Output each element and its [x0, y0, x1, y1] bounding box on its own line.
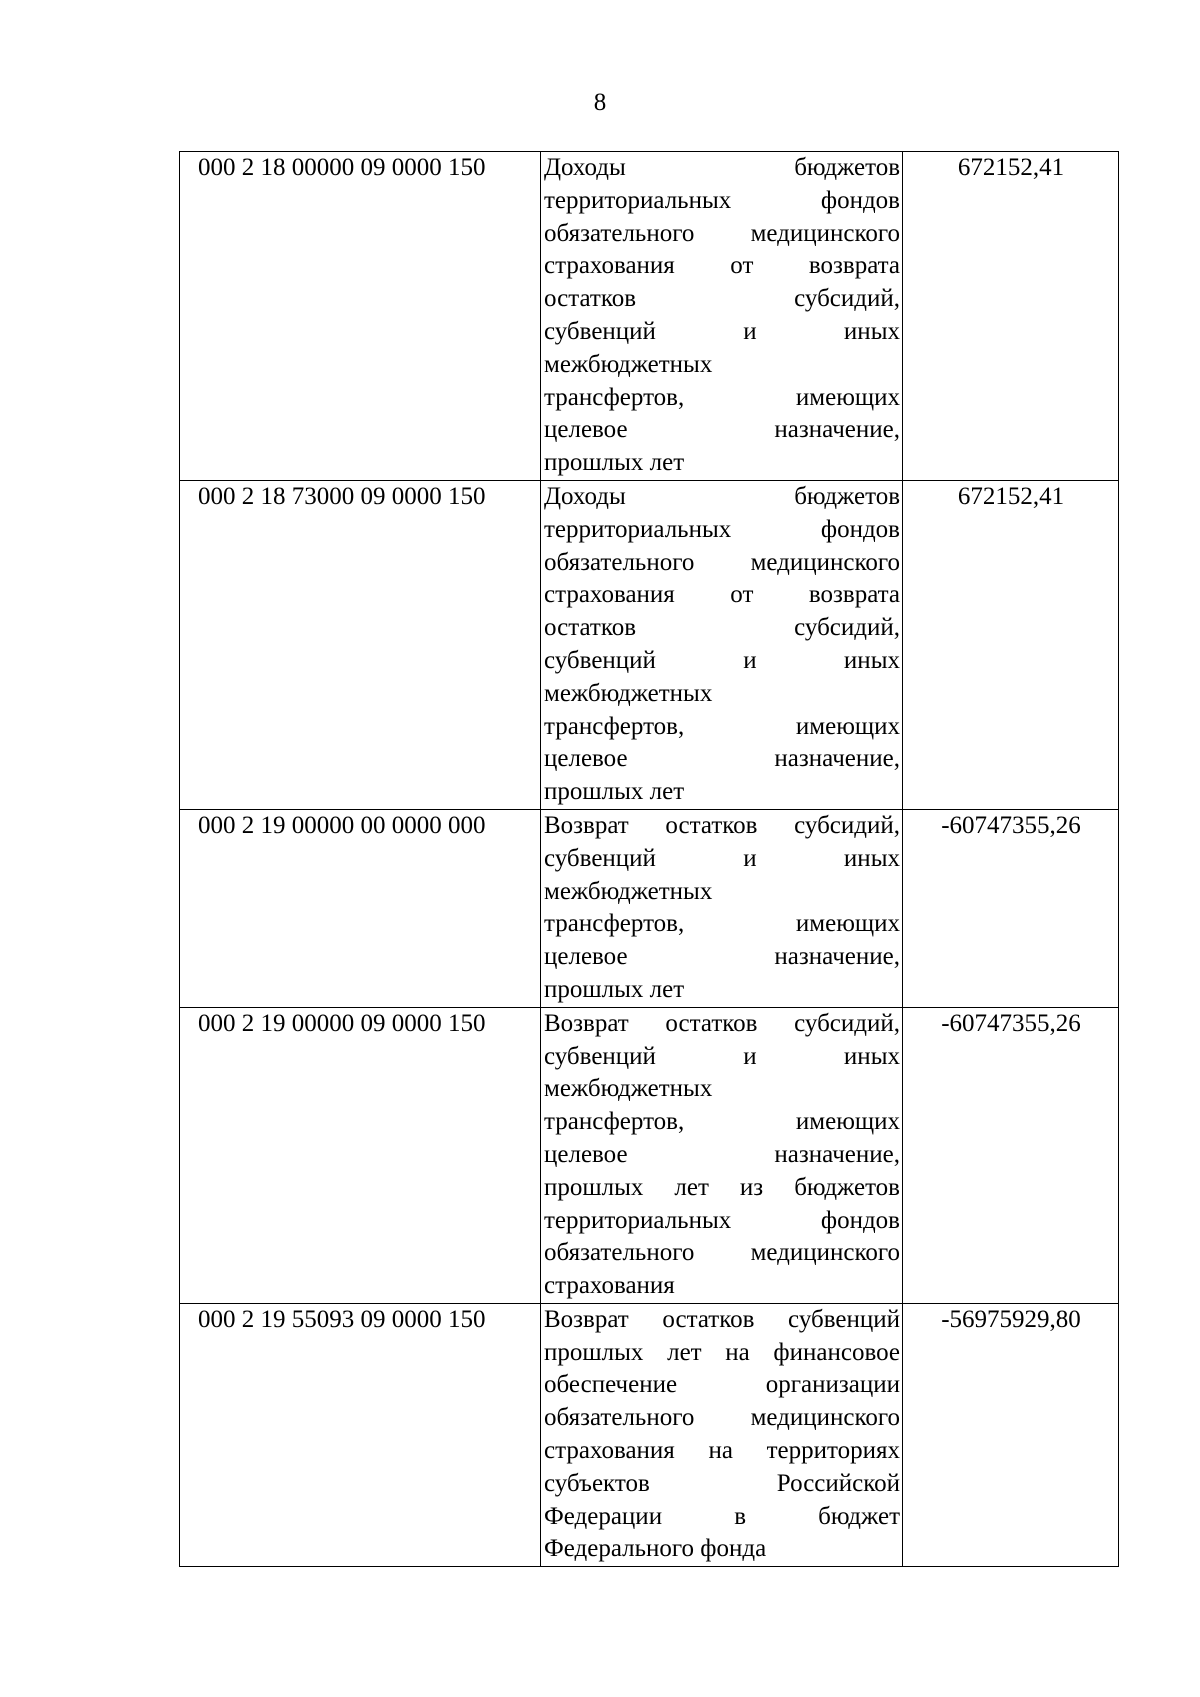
revenue-name-line: обязательного медицинского	[544, 1404, 900, 1432]
revenue-name-line: территориальных фондов	[544, 186, 900, 214]
revenue-name-line: обязательного медицинского	[544, 219, 900, 247]
revenue-name-line: межбюджетных	[544, 350, 713, 378]
revenue-name-line: остатков субсидий,	[544, 614, 900, 642]
budget-code-cell: 000 2 19 00000 09 0000 150	[180, 1007, 541, 1303]
revenue-name-line: целевое назначение,	[544, 745, 900, 773]
revenue-name-line: прошлых лет на финансовое	[544, 1338, 900, 1366]
revenue-name-line: субъектов Российской	[544, 1469, 900, 1497]
revenue-name-line: обеспечение организации	[544, 1371, 900, 1399]
revenue-name-line: обязательного медицинского	[544, 1239, 900, 1267]
revenue-name-line: субвенций и иных	[544, 646, 900, 674]
revenue-name-cell	[541, 809, 903, 1007]
table-row	[180, 1303, 1119, 1566]
revenue-name-line: прошлых лет	[544, 778, 685, 806]
revenue-name-line: обязательного медицинского	[544, 548, 900, 576]
revenue-name-line: межбюджетных	[544, 679, 713, 707]
page-number: 8	[593, 89, 607, 116]
revenue-name-line: прошлых лет	[544, 449, 685, 477]
amount-cell: -60747355,26	[903, 809, 1119, 1007]
table-row	[180, 1007, 1119, 1303]
revenue-name-line: страхования от возврата	[544, 581, 900, 609]
revenue-name-line: межбюджетных	[544, 877, 713, 905]
revenue-name-line: остатков субсидий,	[544, 285, 900, 313]
revenue-name-line: страхования	[544, 1272, 675, 1300]
budget-code-cell: 000 2 18 00000 09 0000 150	[180, 152, 541, 481]
revenue-name-cell	[541, 1303, 903, 1566]
revenue-name-cell	[541, 480, 903, 809]
revenue-name-line: субвенций и иных	[544, 317, 900, 345]
budget-code-cell: 000 2 19 55093 09 0000 150	[180, 1303, 541, 1566]
revenue-name-line: Доходы бюджетов	[544, 482, 900, 510]
revenue-name-line: целевое назначение,	[544, 416, 900, 444]
amount-cell: 672152,41	[903, 480, 1119, 809]
table-row	[180, 480, 1119, 809]
revenue-name-line: субвенций и иных	[544, 1042, 900, 1070]
revenue-name-line: территориальных фондов	[544, 1206, 900, 1234]
revenue-name-line: Федерального фонда	[544, 1535, 767, 1563]
revenue-name-line: трансфертов, имеющих	[544, 712, 900, 740]
revenue-name-line: прошлых лет из бюджетов	[544, 1173, 900, 1201]
revenue-name-line: прошлых лет	[544, 975, 685, 1003]
revenue-name-cell	[541, 152, 903, 481]
table-body	[180, 152, 1119, 1567]
budget-code-cell: 000 2 18 73000 09 0000 150	[180, 480, 541, 809]
revenue-name-line: Доходы бюджетов	[544, 154, 900, 181]
revenue-name-line: трансфертов, имеющих	[544, 910, 900, 938]
revenue-name-line: территориальных фондов	[544, 515, 900, 543]
table-row	[180, 152, 1119, 481]
revenue-name-line: трансфертов, имеющих	[544, 1108, 900, 1136]
table-row	[180, 809, 1119, 1007]
revenue-name-line: Федерации в бюджет	[544, 1502, 900, 1530]
revenue-name-line: трансфертов, имеющих	[544, 383, 900, 411]
revenue-name-line: Возврат остатков субсидий,	[544, 811, 900, 839]
amount-cell: -56975929,80	[903, 1303, 1119, 1566]
revenue-name-line: межбюджетных	[544, 1075, 713, 1103]
revenue-name-line: целевое назначение,	[544, 1140, 900, 1168]
revenue-name-line: субвенций и иных	[544, 844, 900, 872]
revenue-name-line: страхования от возврата	[544, 252, 900, 280]
amount-cell: -60747355,26	[903, 1007, 1119, 1303]
revenue-name-line: Возврат остатков субсидий,	[544, 1009, 900, 1037]
revenue-name-line: целевое назначение,	[544, 943, 900, 971]
budget-revenue-table	[179, 151, 1119, 1567]
budget-code-cell: 000 2 19 00000 00 0000 000	[180, 809, 541, 1007]
revenue-name-line: Возврат остатков субвенций	[544, 1305, 900, 1333]
revenue-name-line: страхования на территориях	[544, 1437, 900, 1465]
revenue-name-cell	[541, 1007, 903, 1303]
amount-cell: 672152,41	[903, 152, 1119, 481]
